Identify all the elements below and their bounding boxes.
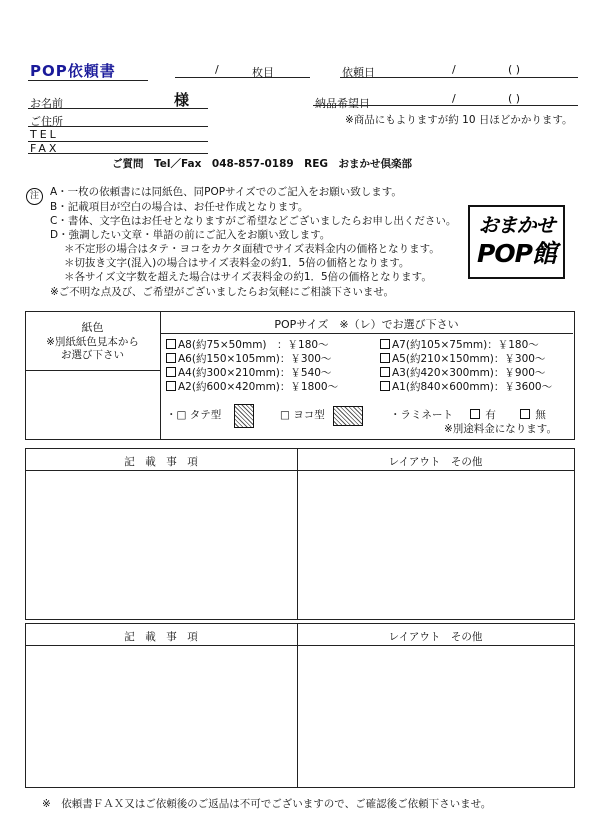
delivery-date-field[interactable] bbox=[313, 105, 578, 106]
fax-label: FAX bbox=[30, 142, 60, 155]
fax-field[interactable] bbox=[28, 153, 208, 154]
note-overlimit: ＊各サイズ文字数を超えた場合はサイズ表料金の約1．5倍の価格となります。 bbox=[64, 271, 432, 283]
delivery-note: ※商品にもよりますが約 10 日ほどかかります。 bbox=[345, 114, 573, 126]
note-b: B・記載項目が空白の場合は、お任せ作成となります。 bbox=[50, 201, 309, 213]
size-a2[interactable]: A2(約600×420mm)：￥1800～ bbox=[166, 379, 338, 394]
name-label: お名前 bbox=[30, 97, 63, 110]
address-label: ご住所 bbox=[30, 115, 63, 128]
size-a4[interactable]: A4(約300×210mm)：￥540～ bbox=[166, 365, 331, 380]
laminate-yes[interactable]: 有 bbox=[470, 407, 496, 422]
note-inquiry: ※ご不明な点及び、ご希望がございましたらお気軽にご相談下さいませ。 bbox=[50, 286, 395, 298]
note-c: C・書体、文字色はお任せとなりますがご希望などございましたらお申し出ください。 bbox=[50, 215, 457, 227]
sheet-slash: / bbox=[215, 63, 219, 76]
contact-info: ご質問 Tel／Fax 048-857-0189 REG おまかせ倶楽部 bbox=[112, 158, 413, 170]
form-title: POP依頼書 bbox=[30, 62, 116, 80]
paper-note-2: お選び下さい bbox=[61, 349, 124, 361]
footer-note: ※ 依頼書ＦＡＸ又はご依頼後のご返品は不可でございますので、ご確認後ご依頼下さいませ。 bbox=[42, 798, 492, 810]
request-date-field[interactable] bbox=[340, 77, 578, 78]
omakase-pop-logo: おまかせ POP館 bbox=[468, 205, 565, 279]
checkbox-a2[interactable] bbox=[166, 381, 176, 391]
paper-note-1: ※別紙紙色見本から bbox=[46, 336, 139, 348]
sheet-label: 枚目 bbox=[252, 66, 274, 79]
size-a1[interactable]: A1(約840×600mm)：￥3600～ bbox=[380, 379, 552, 394]
note-irregular: ＊不定形の場合はタテ・ヨコをカケタ面積でサイズ表料金内の価格となります。 bbox=[64, 243, 440, 255]
tel-label: TEL bbox=[30, 128, 59, 141]
landscape-option[interactable]: □ ヨコ型 bbox=[280, 409, 325, 421]
laminate-no[interactable]: 無 bbox=[520, 407, 546, 422]
size-header: POPサイズ ※（レ）でお選び下さい bbox=[274, 318, 459, 331]
checkbox-a8[interactable] bbox=[166, 339, 176, 349]
sheet-count-field[interactable] bbox=[175, 77, 310, 78]
content-header-2: 記 載 事 項 bbox=[124, 631, 198, 643]
layout-header-2: レイアウト その他 bbox=[388, 631, 483, 643]
paper-color-field[interactable] bbox=[26, 371, 159, 437]
checkbox-a5[interactable] bbox=[380, 353, 390, 363]
size-a7[interactable]: A7(約105×75mm)：￥180～ bbox=[380, 337, 539, 352]
content-field-1[interactable] bbox=[26, 471, 296, 617]
name-suffix: 様 bbox=[174, 91, 190, 109]
extra-fee-note: ※別途料金になります。 bbox=[444, 423, 557, 435]
delivery-date-weekday: ( ) bbox=[508, 92, 521, 105]
note-cutout: ＊切抜き文字(混入)の場合はサイズ表料金の約1．5倍の価格となります。 bbox=[64, 257, 410, 269]
size-a5[interactable]: A5(約210×150mm)：￥300～ bbox=[380, 351, 545, 366]
checkbox-a1[interactable] bbox=[380, 381, 390, 391]
address-field[interactable] bbox=[28, 126, 208, 127]
layout-header-1: レイアウト その他 bbox=[388, 456, 483, 468]
checkbox-a6[interactable] bbox=[166, 353, 176, 363]
size-a6[interactable]: A6(約150×105mm)：￥300～ bbox=[166, 351, 331, 366]
content-header-1: 記 載 事 項 bbox=[124, 456, 198, 468]
layout-field-2[interactable] bbox=[298, 646, 572, 785]
request-date-label: 依頼日 bbox=[342, 66, 375, 79]
portrait-option[interactable]: ・□ タテ型 bbox=[166, 409, 222, 421]
checkbox-a7[interactable] bbox=[380, 339, 390, 349]
delivery-date-slash: / bbox=[452, 92, 456, 105]
landscape-shape-icon bbox=[333, 406, 363, 426]
checkbox-laminate-yes[interactable] bbox=[470, 409, 480, 419]
size-a8[interactable]: A8(約75×50mm) ：￥180～ bbox=[166, 337, 329, 352]
request-date-slash: / bbox=[452, 63, 456, 76]
name-field[interactable] bbox=[28, 108, 208, 109]
note-mark: 注 bbox=[26, 183, 43, 205]
layout-field-1[interactable] bbox=[298, 471, 572, 617]
delivery-label: 納品希望日 bbox=[315, 97, 370, 110]
size-a3[interactable]: A3(約420×300mm)：￥900～ bbox=[380, 365, 545, 380]
content-field-2[interactable] bbox=[26, 646, 296, 785]
note-d: D・強調したい文章・単語の前にご記入をお願い致します。 bbox=[50, 229, 331, 241]
checkbox-laminate-no[interactable] bbox=[520, 409, 530, 419]
checkbox-a4[interactable] bbox=[166, 367, 176, 377]
note-a: A・一枚の依頼書には同紙色、同POPサイズでのご記入をお願い致します。 bbox=[50, 186, 402, 198]
checkbox-a3[interactable] bbox=[380, 367, 390, 377]
request-date-weekday: ( ) bbox=[508, 63, 521, 76]
paper-color-label: 紙色 bbox=[81, 321, 104, 334]
laminate-label: ・ラミネート bbox=[390, 409, 453, 421]
portrait-shape-icon bbox=[234, 404, 254, 428]
